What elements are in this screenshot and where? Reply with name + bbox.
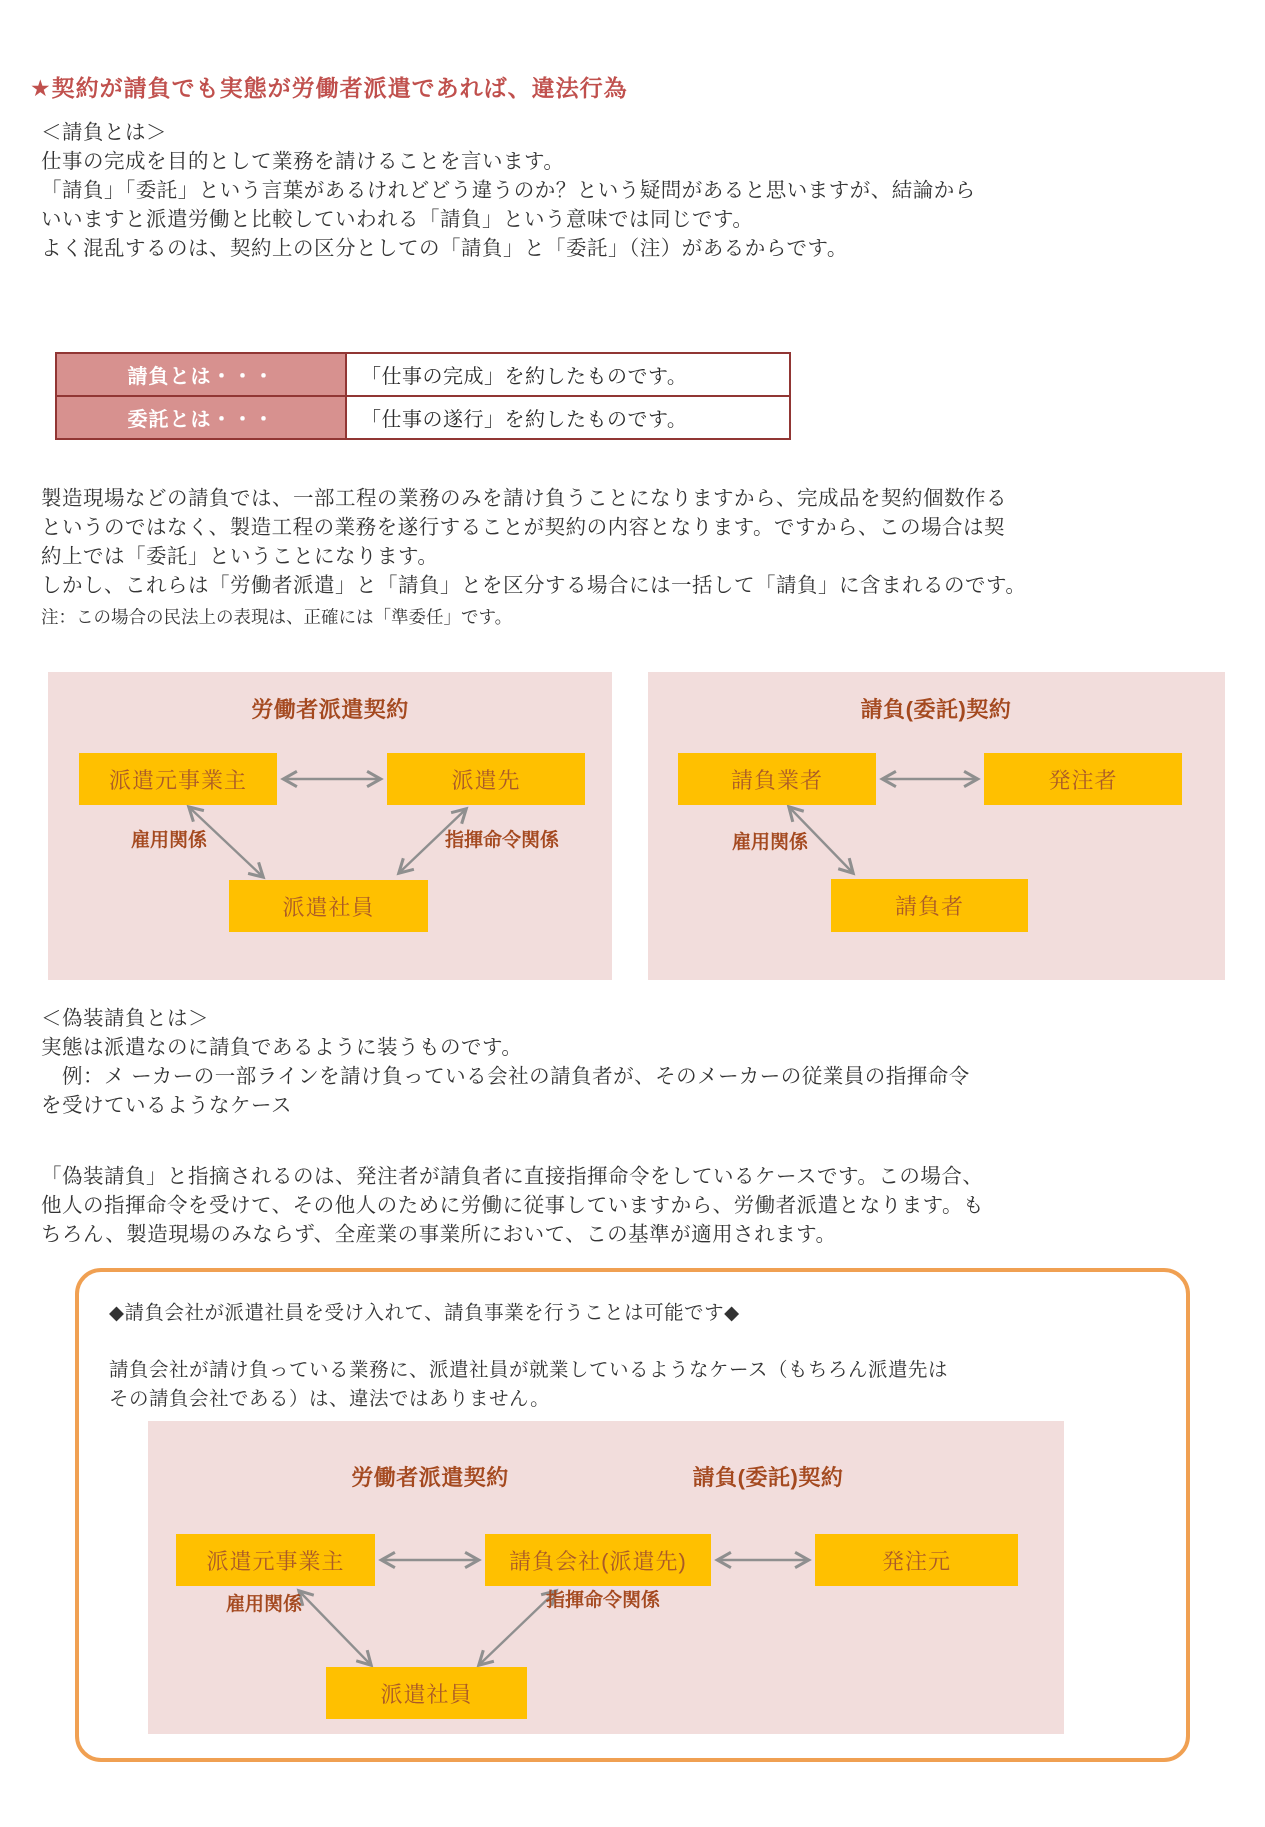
label-command-relation: 指揮命令関係 — [445, 830, 560, 851]
term-cell-ukeoi: 請負とは・・・ — [56, 353, 346, 396]
callout-box — [75, 1268, 1190, 1762]
definition-table — [55, 352, 791, 440]
middle-paragraph — [41, 484, 1026, 632]
label-employment-relation: 雇用関係 — [226, 1594, 303, 1615]
page-title: ★契約が請負でも実態が労働者派遣であれば、違法行為 — [30, 75, 628, 101]
intro-line: よく混乱するのは、契約上の区分としての「請負」と「委託」（注）があるからです。 — [41, 237, 848, 260]
giso-line: 実態は派遣なのに請負であるように装うものです。 — [41, 1036, 523, 1059]
callout-body — [109, 1356, 948, 1414]
legal-note: 注：この場合の民法上の表現は、正確には「準委任」です。 — [41, 607, 513, 627]
contract-diagram-title: 請負(委託)契約 — [860, 697, 1012, 722]
label-employment-relation: 雇用関係 — [131, 830, 208, 851]
middle-line: というのではなく、製造工程の業務を遂行することが契約の内容となります。ですから、この場合は契 — [41, 516, 1005, 539]
box-contract-company: 請負会社(派遣先) — [485, 1534, 711, 1586]
label-employment-relation: 雇用関係 — [732, 832, 809, 853]
giso-line: を受けているようなケース — [41, 1094, 292, 1117]
giso-paragraph — [41, 1004, 970, 1120]
box-contractor: 請負業者 — [678, 753, 876, 805]
intro-line: いいますと派遣労働と比較していわれる「請負」という意味では同じです。 — [41, 208, 754, 231]
contract-diagram — [648, 672, 1225, 980]
dispatch-diagram — [48, 672, 612, 980]
desc-cell-itaku: 「仕事の遂行」を約したものです。 — [346, 396, 790, 439]
giso-line: 「偽装請負」と指摘されるのは、発注者が請負者に直接指揮命令をしているケースです。この場合、 — [41, 1165, 984, 1188]
dispatch-diagram-title: 労働者派遣契約 — [251, 697, 409, 722]
middle-line: 約上では「委託」ということになります。 — [41, 545, 439, 568]
box-dispatch-client: 派遣先 — [387, 753, 585, 805]
callout-heading: ◆請負会社が派遣社員を受け入れて、請負事業を行うことは可能です◆ — [109, 1302, 740, 1324]
box-dispatch-agency: 派遣元事業主 — [176, 1534, 375, 1586]
table-row — [56, 396, 790, 439]
box-dispatch-worker: 派遣社員 — [229, 880, 428, 932]
giso-line: 他人の指揮命令を受けて、その他人のために労働に従事していますから、労働者派遣となります。も — [41, 1194, 984, 1217]
giso-line: 例：メ ーカーの一部ラインを請け負っている会社の請負者が、そのメーカーの従業員の指揮命令 — [41, 1065, 970, 1088]
middle-line: 製造現場などの請負では、一部工程の業務のみを請け負うことになりますから、完成品を契約個数作る — [41, 487, 1007, 510]
box-orderer: 発注者 — [984, 753, 1182, 805]
desc-cell-ukeoi: 「仕事の完成」を約したものです。 — [346, 353, 790, 396]
middle-line: しかし、これらは「労働者派遣」と「請負」とを区分する場合には一括して「請負」に含まれるのです。 — [41, 574, 1027, 597]
box-order-source: 発注元 — [815, 1534, 1018, 1586]
combined-title-contract: 請負(委託)契約 — [692, 1465, 844, 1490]
giso-heading: ＜偽装請負とは＞ — [41, 1007, 209, 1030]
table-row — [56, 353, 790, 396]
intro-paragraph — [41, 118, 976, 263]
callout-line: その請負会社である）は、違法ではありません。 — [109, 1388, 551, 1410]
box-dispatch-agency: 派遣元事業主 — [79, 753, 277, 805]
box-contract-worker: 請負者 — [831, 879, 1028, 932]
combined-title-dispatch: 労働者派遣契約 — [351, 1465, 509, 1490]
intro-heading: ＜請負とは＞ — [41, 121, 167, 144]
callout-line: 請負会社が請け負っている業務に、派遣社員が就業しているようなケース（もちろん派遣先は — [109, 1359, 949, 1381]
giso-paragraph-2 — [41, 1162, 984, 1249]
intro-line: 仕事の完成を目的として業務を請けることを言います。 — [41, 150, 565, 173]
giso-line: ちろん、製造現場のみならず、全産業の事業所において、この基準が適用されます。 — [41, 1223, 837, 1246]
box-dispatch-worker: 派遣社員 — [326, 1667, 527, 1719]
combined-diagram — [148, 1421, 1064, 1734]
label-command-relation: 指揮命令関係 — [546, 1590, 661, 1611]
intro-line: 「請負」「委託」という言葉があるけれどどう違うのか？という疑問があると思いますが、結論から — [41, 179, 976, 202]
term-cell-itaku: 委託とは・・・ — [56, 396, 346, 439]
